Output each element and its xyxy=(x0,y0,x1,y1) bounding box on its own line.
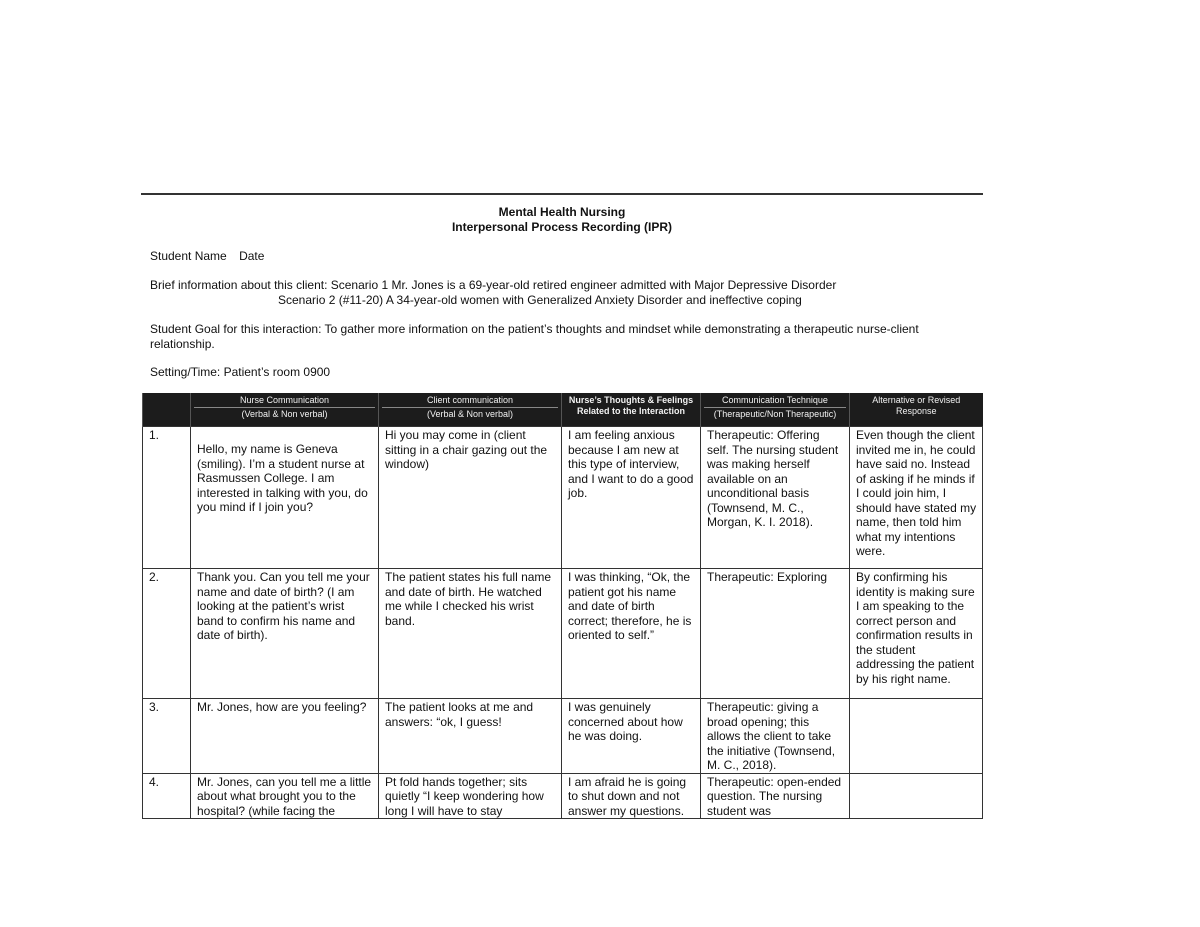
nurse-communication-cell: Mr. Jones, can you tell me a little about what brought you to the hospital? (while facing the xyxy=(191,773,379,819)
technique-cell: Therapeutic: open-ended question. The nursing student was xyxy=(701,773,850,819)
client-communication-cell: The patient states his full name and date of birth. He watched me while I checked his wrist band. xyxy=(379,569,562,699)
nurse-thoughts-cell: I am feeling anxious because I am new at this type of interview, and I want to do a good job. xyxy=(562,427,701,569)
brief-info-line-1: Brief information about this client: Scenario 1 Mr. Jones is a 69-year-old retired engineer admitted with Major Depressive Disorder xyxy=(150,278,837,292)
technique-cell: Therapeutic: Offering self. The nursing student was making herself available on an unconditional basis (Townsend, M. C., Morgan, K. I. 2018). xyxy=(701,427,850,569)
document-subtitle: Interpersonal Process Recording (IPR) xyxy=(451,220,673,234)
nurse-communication-cell: Hello, my name is Geneva (smiling). I’m a student nurse at Rasmussen College. I am interested in talking with you, do you mind if I join you? xyxy=(191,427,379,569)
client-communication-cell: The patient looks at me and answers: “ok, I guess! xyxy=(379,699,562,774)
row-number: 2. xyxy=(143,569,191,699)
nurse-thoughts-cell: I am afraid he is going to shut down and not answer my questions. xyxy=(562,773,701,819)
header-communication-technique: Communication Technique (Therapeutic/Non Therapeutic) xyxy=(701,393,850,427)
client-communication-cell: Hi you may come in (client sitting in a chair gazing out the window) xyxy=(379,427,562,569)
alternative-response-cell: Even though the client invited me in, he could have said no. Instead of asking if he minds if I could join him, I should have stated my name, then told him what my intentions were. xyxy=(850,427,983,569)
top-horizontal-rule xyxy=(141,193,983,195)
brief-info-line-2: Scenario 2 (#11-20) A 34-year-old women with Generalized Anxiety Disorder and ineffective coping xyxy=(278,293,802,307)
header-nurse-thoughts: Nurse’s Thoughts & Feelings Related to the Interaction xyxy=(562,393,701,427)
row-number: 1. xyxy=(143,427,191,569)
student-info-line xyxy=(150,249,273,264)
document-title: Mental Health Nursing xyxy=(498,205,626,219)
table-row xyxy=(143,699,983,774)
nurse-communication-cell: Mr. Jones, how are you feeling? xyxy=(191,699,379,774)
table-row xyxy=(143,427,983,569)
alternative-response-cell: By confirming his identity is making sure I am speaking to the correct person and confirmation results in the student addressing the patient by his right name. xyxy=(850,569,983,699)
nurse-communication-cell: Thank you. Can you tell me your name and date of birth? (I am looking at the patient’s wrist band to confirm his name and date of birth). xyxy=(191,569,379,699)
student-name-label: Student Name xyxy=(150,249,227,263)
nurse-thoughts-cell: I was genuinely concerned about how he was doing. xyxy=(562,699,701,774)
header-client-communication: Client communication (Verbal & Non verbal) xyxy=(379,393,562,427)
header-number xyxy=(143,393,191,427)
table-row xyxy=(143,773,983,819)
header-alternative-response: Alternative or Revised Response xyxy=(850,393,983,427)
alternative-response-cell xyxy=(850,773,983,819)
setting-time: Setting/Time: Patient’s room 0900 xyxy=(150,365,331,379)
table-header-row xyxy=(143,393,983,427)
row-number: 3. xyxy=(143,699,191,774)
row-number: 4. xyxy=(143,773,191,819)
nurse-thoughts-cell: I was thinking, “Ok, the patient got his name and date of birth correct; therefore, he is oriented to self.” xyxy=(562,569,701,699)
alternative-response-cell xyxy=(850,699,983,774)
table-row xyxy=(143,569,983,699)
client-communication-cell: Pt fold hands together; sits quietly “I keep wondering how long I will have to stay xyxy=(379,773,562,819)
header-nurse-communication: Nurse Communication (Verbal & Non verbal) xyxy=(191,393,379,427)
date-label: Date xyxy=(239,249,265,263)
student-goal: Student Goal for this interaction: To gather more information on the patient’s thoughts and mindset while demonstrating a therapeutic nurse-client relationship. xyxy=(150,322,919,351)
technique-cell: Therapeutic: giving a broad opening; this allows the client to take the initiative (Townsend, M. C., 2018). xyxy=(701,699,850,774)
ipr-table xyxy=(142,393,983,819)
technique-cell: Therapeutic: Exploring xyxy=(701,569,850,699)
